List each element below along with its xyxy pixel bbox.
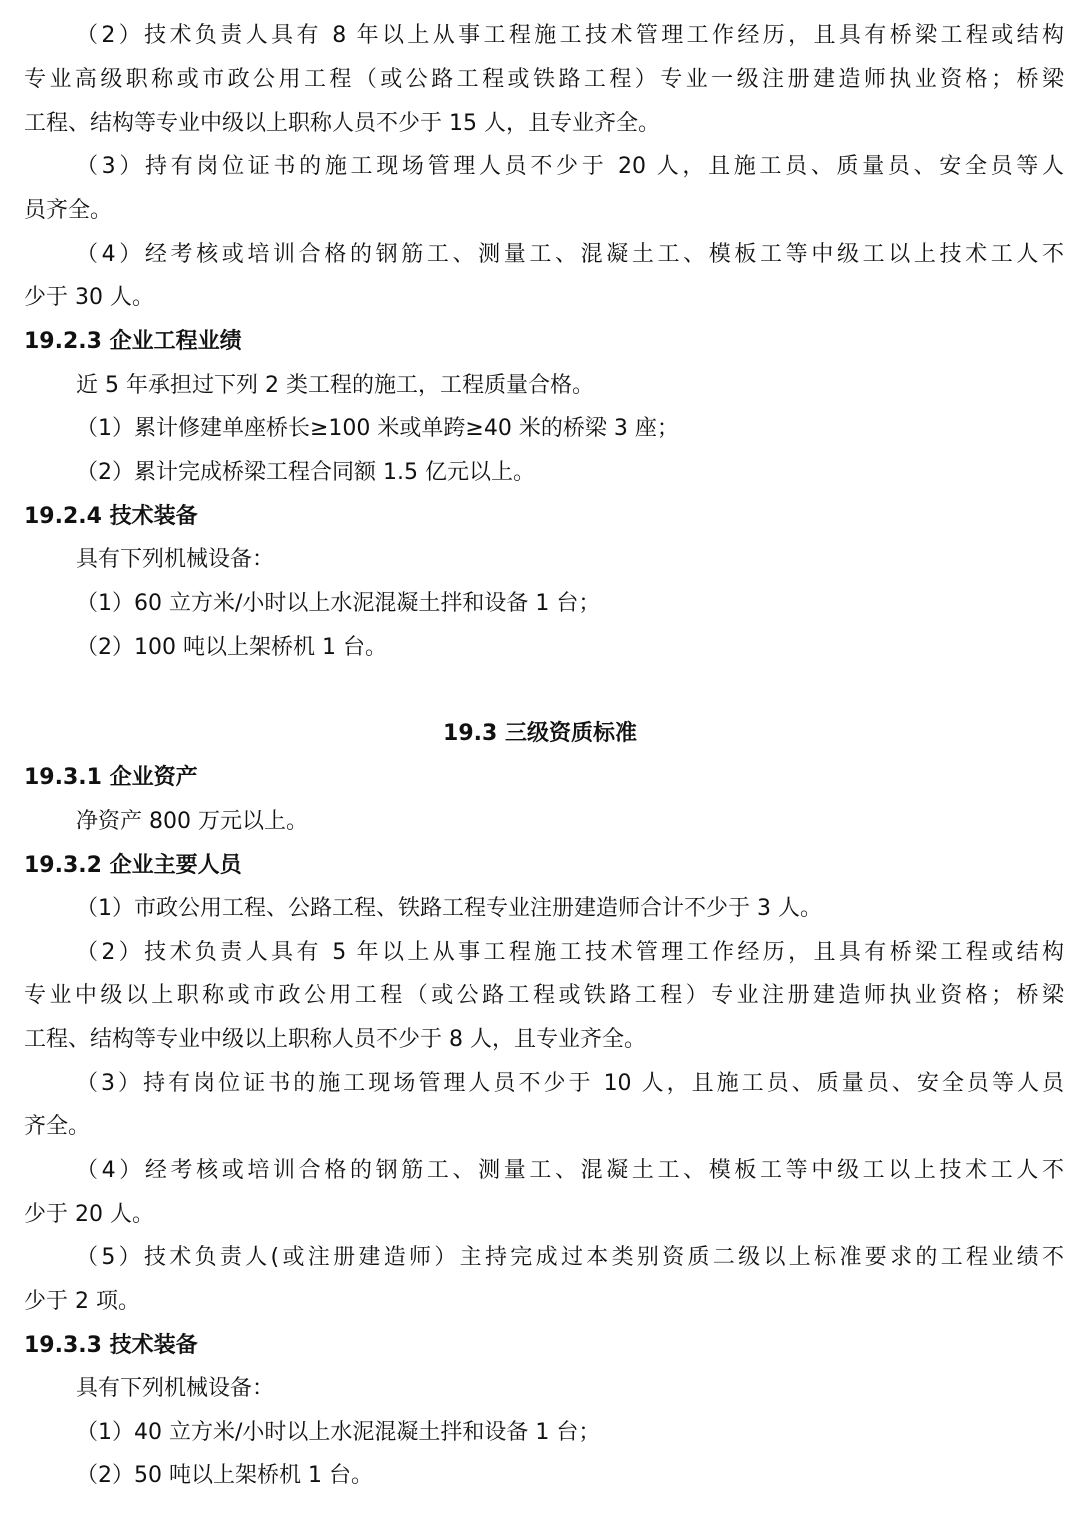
paragraph-line: 齐全。 bbox=[24, 1114, 91, 1139]
paragraph-line: 近 5 年承担过下列 2 类工程的施工，工程质量合格。 bbox=[76, 373, 594, 398]
paragraph-line: 具有下列机械设备： bbox=[76, 547, 275, 572]
paragraph-line: 工程、结构等专业中级以上职称人员不少于 15 人，且专业齐全。 bbox=[24, 111, 660, 136]
paragraph-line: 少于 20 人。 bbox=[24, 1202, 154, 1227]
paragraph-line: 专业高级职称或市政公用工程（或公路工程或铁路工程）专业一级注册建造师执业资格；桥梁 bbox=[24, 67, 1064, 92]
paragraph-line: 工程、结构等专业中级以上职称人员不少于 8 人，且专业齐全。 bbox=[24, 1027, 646, 1052]
list-item: （1）60 立方米/小时以上水泥混凝土拌和设备 1 台； bbox=[76, 591, 601, 616]
list-item: （1）40 立方米/小时以上水泥混凝土拌和设备 1 台； bbox=[76, 1420, 601, 1445]
paragraph-line: 员齐全。 bbox=[24, 198, 113, 223]
section-heading: 19.2.3 企业工程业绩 bbox=[24, 329, 242, 354]
list-item: （1）市政公用工程、公路工程、铁路工程专业注册建造师合计不少于 3 人。 bbox=[76, 896, 822, 921]
paragraph-line: 具有下列机械设备： bbox=[76, 1376, 275, 1401]
paragraph-line: （3）持有岗位证书的施工现场管理人员不少于 20 人，且施工员、质量员、安全员等人 bbox=[76, 154, 1064, 179]
paragraph-line: （4）经考核或培训合格的钢筋工、测量工、混凝土工、模板工等中级工以上技术工人不 bbox=[76, 1158, 1064, 1183]
paragraph-line: （2）技术负责人具有 8 年以上从事工程施工技术管理工作经历，且具有桥梁工程或结构 bbox=[76, 23, 1064, 48]
section-title: 19.3 三级资质标准 bbox=[443, 721, 637, 746]
paragraph-line: 净资产 800 万元以上。 bbox=[76, 809, 308, 834]
list-item: （2）累计完成桥梁工程合同额 1.5 亿元以上。 bbox=[76, 460, 535, 485]
paragraph-line: （5）技术负责人(或注册建造师）主持完成过本类别资质二级以上标准要求的工程业绩不 bbox=[76, 1245, 1064, 1270]
list-item: （2）100 吨以上架桥机 1 台。 bbox=[76, 635, 387, 660]
list-item: （2）50 吨以上架桥机 1 台。 bbox=[76, 1463, 373, 1488]
paragraph-line: （3）持有岗位证书的施工现场管理人员不少于 10 人，且施工员、质量员、安全员等人员 bbox=[76, 1071, 1064, 1096]
paragraph-line: 少于 2 项。 bbox=[24, 1289, 140, 1314]
section-heading: 19.2.4 技术装备 bbox=[24, 504, 198, 529]
section-heading: 19.3.2 企业主要人员 bbox=[24, 853, 242, 878]
section-heading: 19.3.1 企业资产 bbox=[24, 765, 198, 790]
paragraph-line: 专业中级以上职称或市政公用工程（或公路工程或铁路工程）专业注册建造师执业资格；桥梁 bbox=[24, 983, 1064, 1008]
paragraph-line: 少于 30 人。 bbox=[24, 285, 154, 310]
section-heading: 19.3.3 技术装备 bbox=[24, 1333, 198, 1358]
paragraph-line: （2）技术负责人具有 5 年以上从事工程施工技术管理工作经历，且具有桥梁工程或结构 bbox=[76, 940, 1064, 965]
list-item: （1）累计修建单座桥长≥100 米或单跨≥40 米的桥梁 3 座； bbox=[76, 416, 679, 441]
paragraph-line: （4）经考核或培训合格的钢筋工、测量工、混凝土工、模板工等中级工以上技术工人不 bbox=[76, 242, 1064, 267]
